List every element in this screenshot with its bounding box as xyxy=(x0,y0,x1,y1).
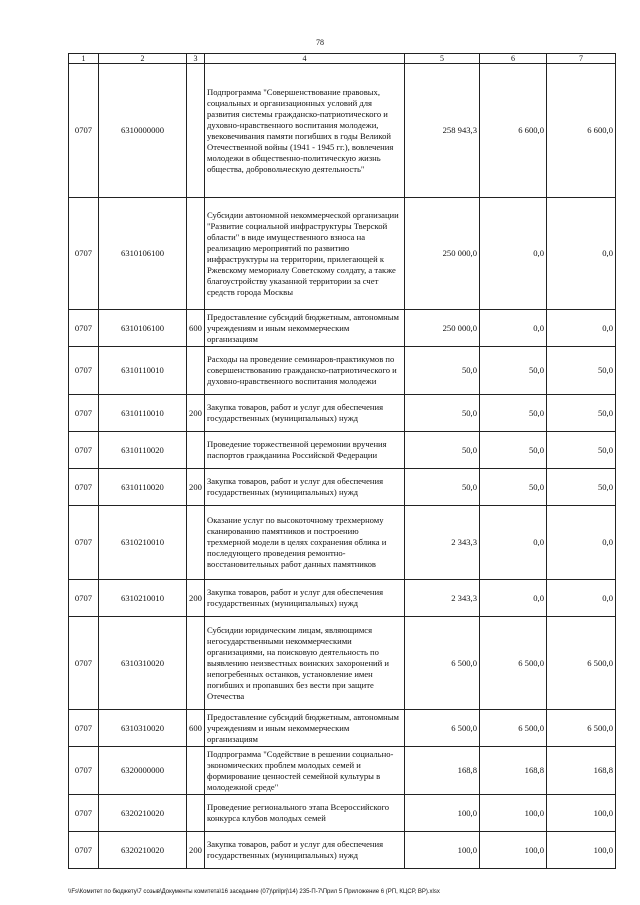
expense-type-cell xyxy=(187,506,205,580)
section-code-cell: 0707 xyxy=(69,747,99,795)
section-code-cell: 0707 xyxy=(69,506,99,580)
amount-col7-cell: 0,0 xyxy=(547,198,616,310)
table-row xyxy=(69,395,616,432)
expense-type-cell xyxy=(187,432,205,469)
amount-col7-cell: 6 500,0 xyxy=(547,710,616,747)
amount-col5-cell: 2 343,3 xyxy=(405,580,480,617)
amount-col5-cell: 250 000,0 xyxy=(405,310,480,347)
item-name-cell: Подпрограмма "Совершенствование правовых, социальных и организационных условий для развития системы гражданско-патриотического и духовно-нравственного воспитания молодежи, увековечивания памяти погибших в годы Великой Отечественной войны (1941 - 1945 гг.), вовлечения молодежи в общественно-политическую жизнь общества, добровольческую деятельность" xyxy=(205,64,405,198)
amount-col7-cell: 168,8 xyxy=(547,747,616,795)
budget-table-body xyxy=(69,54,616,869)
expense-type-cell: 600 xyxy=(187,710,205,747)
amount-col5-cell: 50,0 xyxy=(405,347,480,395)
table-row xyxy=(69,795,616,832)
section-code-cell: 0707 xyxy=(69,580,99,617)
amount-col5-cell: 6 500,0 xyxy=(405,617,480,710)
table-row xyxy=(69,617,616,710)
table-row xyxy=(69,747,616,795)
target-code-cell: 6310210010 xyxy=(99,506,187,580)
amount-col7-cell: 50,0 xyxy=(547,432,616,469)
target-code-cell: 6310210010 xyxy=(99,580,187,617)
page-number: 78 xyxy=(316,38,324,47)
target-code-cell: 6310110020 xyxy=(99,469,187,506)
amount-col6-cell: 50,0 xyxy=(480,432,547,469)
table-row xyxy=(69,710,616,747)
expense-type-cell: 200 xyxy=(187,469,205,506)
target-code-cell: 6310110010 xyxy=(99,395,187,432)
amount-col6-cell: 50,0 xyxy=(480,469,547,506)
amount-col7-cell: 50,0 xyxy=(547,347,616,395)
amount-col6-cell: 50,0 xyxy=(480,347,547,395)
amount-col7-cell: 0,0 xyxy=(547,580,616,617)
amount-col5-cell: 2 343,3 xyxy=(405,506,480,580)
header-col-1: 1 xyxy=(69,54,99,64)
item-name-cell: Закупка товаров, работ и услуг для обеспечения государственных (муниципальных) нужд xyxy=(205,395,405,432)
table-row xyxy=(69,347,616,395)
amount-col5-cell: 50,0 xyxy=(405,395,480,432)
table-row xyxy=(69,580,616,617)
target-code-cell: 6310106100 xyxy=(99,198,187,310)
expense-type-cell xyxy=(187,64,205,198)
section-code-cell: 0707 xyxy=(69,469,99,506)
amount-col5-cell: 100,0 xyxy=(405,832,480,869)
item-name-cell: Закупка товаров, работ и услуг для обеспечения государственных (муниципальных) нужд xyxy=(205,832,405,869)
item-name-cell: Проведение регионального этапа Всероссийского конкурса клубов молодых семей xyxy=(205,795,405,832)
header-col-4: 4 xyxy=(205,54,405,64)
section-code-cell: 0707 xyxy=(69,347,99,395)
amount-col6-cell: 6 600,0 xyxy=(480,64,547,198)
expense-type-cell: 600 xyxy=(187,310,205,347)
header-col-6: 6 xyxy=(480,54,547,64)
header-col-7: 7 xyxy=(547,54,616,64)
header-col-5: 5 xyxy=(405,54,480,64)
section-code-cell: 0707 xyxy=(69,395,99,432)
amount-col6-cell: 0,0 xyxy=(480,310,547,347)
header-col-2: 2 xyxy=(99,54,187,64)
header-col-3: 3 xyxy=(187,54,205,64)
section-code-cell: 0707 xyxy=(69,710,99,747)
amount-col6-cell: 168,8 xyxy=(480,747,547,795)
amount-col7-cell: 100,0 xyxy=(547,795,616,832)
amount-col7-cell: 50,0 xyxy=(547,469,616,506)
expense-type-cell xyxy=(187,617,205,710)
item-name-cell: Расходы на проведение семинаров-практикумов по совершенствованию гражданско-патриотического и духовно-нравственного воспитания молодежи xyxy=(205,347,405,395)
section-code-cell: 0707 xyxy=(69,198,99,310)
table-row xyxy=(69,469,616,506)
item-name-cell: Субсидии юридическим лицам, являющимся негосударственными некоммерческими организациями, на поисковую деятельность по выявлению неизвестных воинских захоронений и непогребенных останков, установление имен погибших и пропавших без вести при защите Отечества xyxy=(205,617,405,710)
amount-col5-cell: 6 500,0 xyxy=(405,710,480,747)
item-name-cell: Подпрограмма "Содействие в решении социально-экономических проблем молодых семей и формирование ценностей семейной культуры в молодежной среде" xyxy=(205,747,405,795)
amount-col6-cell: 50,0 xyxy=(480,395,547,432)
target-code-cell: 6310310020 xyxy=(99,617,187,710)
expense-type-cell: 200 xyxy=(187,832,205,869)
amount-col6-cell: 0,0 xyxy=(480,506,547,580)
amount-col7-cell: 6 500,0 xyxy=(547,617,616,710)
item-name-cell: Оказание услуг по высокоточному трехмерному сканированию памятников и построению трехмерной модели в целях сохранения облика и последующего проведения ремонтно-восстановительных работ данных памятников xyxy=(205,506,405,580)
section-code-cell: 0707 xyxy=(69,832,99,869)
file-path-footer: \\Fs\Комитет по бюджету\7 созыв\Документы комитета\16 заседание (07)\prilprj\14) 235-П-7\Прил 5 Приложение 6 (РП, КЦСР, ВР).xlsx xyxy=(68,889,440,895)
item-name-cell: Закупка товаров, работ и услуг для обеспечения государственных (муниципальных) нужд xyxy=(205,469,405,506)
expense-type-cell: 200 xyxy=(187,395,205,432)
target-code-cell: 6310106100 xyxy=(99,310,187,347)
section-code-cell: 0707 xyxy=(69,310,99,347)
amount-col5-cell: 50,0 xyxy=(405,469,480,506)
amount-col6-cell: 0,0 xyxy=(480,580,547,617)
amount-col5-cell: 258 943,3 xyxy=(405,64,480,198)
target-code-cell: 6320210020 xyxy=(99,795,187,832)
amount-col6-cell: 6 500,0 xyxy=(480,617,547,710)
section-code-cell: 0707 xyxy=(69,617,99,710)
amount-col6-cell: 0,0 xyxy=(480,198,547,310)
target-code-cell: 6310310020 xyxy=(99,710,187,747)
amount-col5-cell: 250 000,0 xyxy=(405,198,480,310)
budget-table xyxy=(68,53,616,869)
target-code-cell: 6320000000 xyxy=(99,747,187,795)
target-code-cell: 6310000000 xyxy=(99,64,187,198)
table-row xyxy=(69,506,616,580)
item-name-cell: Предоставление субсидий бюджетным, автономным учреждениям и иным некоммерческим организациям xyxy=(205,310,405,347)
item-name-cell: Субсидии автономной некоммерческой организации "Развитие социальной инфраструктуры Тверской области" в виде имущественного взноса на реализацию мероприятий по развитию инфраструктуры на территории, прилегающей к Ржевскому мемориалу Советскому солдату, а также благоустройству указанной территории за счет средств города Москвы xyxy=(205,198,405,310)
expense-type-cell xyxy=(187,747,205,795)
table-row xyxy=(69,198,616,310)
amount-col5-cell: 100,0 xyxy=(405,795,480,832)
section-code-cell: 0707 xyxy=(69,795,99,832)
amount-col7-cell: 100,0 xyxy=(547,832,616,869)
amount-col5-cell: 168,8 xyxy=(405,747,480,795)
section-code-cell: 0707 xyxy=(69,64,99,198)
section-code-cell: 0707 xyxy=(69,432,99,469)
amount-col7-cell: 0,0 xyxy=(547,506,616,580)
amount-col5-cell: 50,0 xyxy=(405,432,480,469)
target-code-cell: 6310110020 xyxy=(99,432,187,469)
item-name-cell: Предоставление субсидий бюджетным, автономным учреждениям и иным некоммерческим организациям xyxy=(205,710,405,747)
amount-col6-cell: 100,0 xyxy=(480,795,547,832)
amount-col7-cell: 50,0 xyxy=(547,395,616,432)
table-row xyxy=(69,832,616,869)
expense-type-cell xyxy=(187,795,205,832)
table-row xyxy=(69,310,616,347)
amount-col7-cell: 0,0 xyxy=(547,310,616,347)
amount-col6-cell: 6 500,0 xyxy=(480,710,547,747)
item-name-cell: Закупка товаров, работ и услуг для обеспечения государственных (муниципальных) нужд xyxy=(205,580,405,617)
expense-type-cell: 200 xyxy=(187,580,205,617)
item-name-cell: Проведение торжественной церемонии вручения паспортов гражданина Российской Федерации xyxy=(205,432,405,469)
amount-col6-cell: 100,0 xyxy=(480,832,547,869)
table-row xyxy=(69,432,616,469)
target-code-cell: 6320210020 xyxy=(99,832,187,869)
expense-type-cell xyxy=(187,347,205,395)
target-code-cell: 6310110010 xyxy=(99,347,187,395)
table-row xyxy=(69,64,616,198)
expense-type-cell xyxy=(187,198,205,310)
amount-col7-cell: 6 600,0 xyxy=(547,64,616,198)
table-header-row xyxy=(69,54,616,64)
